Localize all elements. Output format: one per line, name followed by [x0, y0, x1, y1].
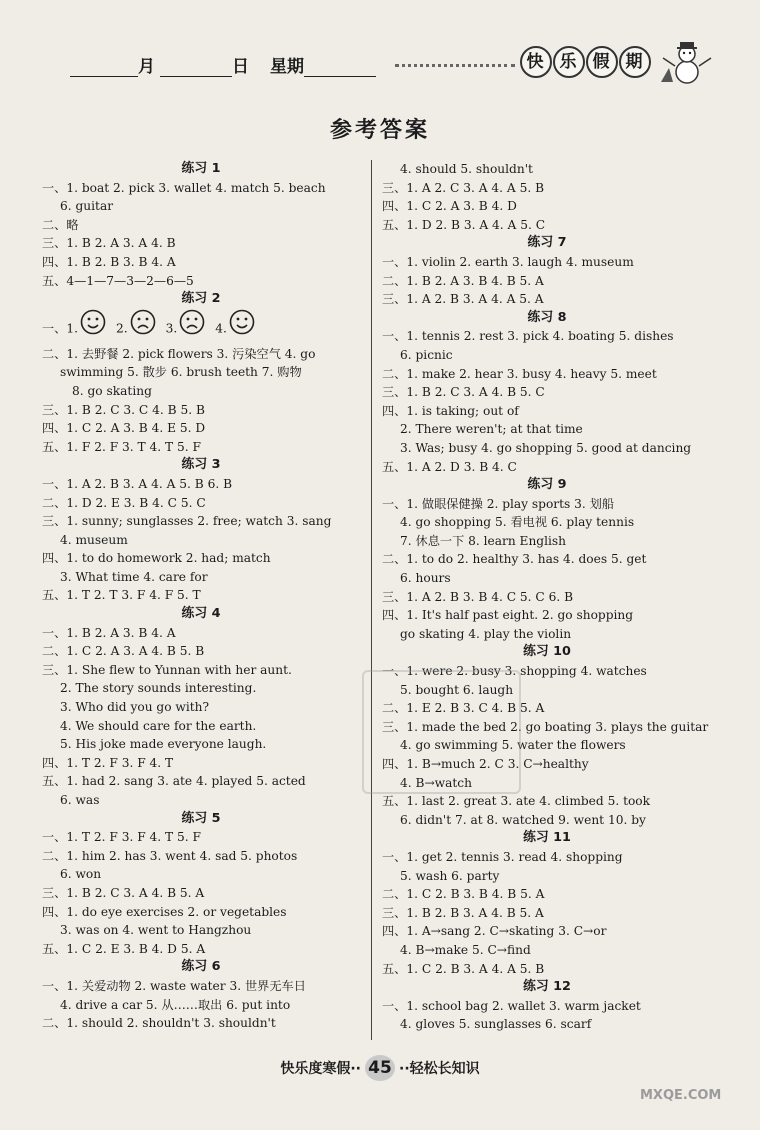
exercise-heading: 练习 5 — [181, 810, 221, 826]
answer-line: 4. gloves 5. sunglasses 6. scarf — [400, 1017, 592, 1032]
answer-line: 3. Was; busy 4. go shopping 5. good at dancing — [400, 440, 692, 455]
answer-line: 一、1. were 2. busy 3. shopping 4. watches — [382, 664, 647, 679]
answer-line: 4. drive a car 5. 从……取出 6. put into — [60, 997, 291, 1012]
answer-line: 三、1. B 2. B 3. A 4. B 5. A — [382, 905, 544, 920]
answer-line: 一、1. T 2. F 3. F 4. T 5. F — [42, 830, 202, 845]
answer-line: 五、1. F 2. F 3. T 4. T 5. F — [42, 439, 202, 454]
left-column — [42, 160, 360, 1033]
answer-line: 三、1. B 2. A 3. A 4. B — [42, 236, 176, 251]
answer-line: 6. didn't 7. at 8. watched 9. went 10. by — [400, 812, 646, 827]
date-day: 日 — [160, 52, 249, 77]
exercise-heading: 练习 1 — [181, 161, 221, 176]
answer-line: 五、1. A 2. D 3. B 4. C — [382, 459, 517, 474]
answer-line: 二、略 — [42, 217, 79, 232]
answer-line: 五、1. C 2. B 3. A 4. A 5. B — [382, 961, 545, 976]
row-prefix: 一、1. — [42, 321, 79, 336]
answer-line: 4. B→make 5. C→find — [400, 942, 531, 957]
answer-line: 四、1. C 2. A 3. B 4. D — [382, 199, 517, 214]
answer-line: 2. There weren't; at that time — [400, 422, 583, 437]
answer-line: 3. Who did you go with? — [60, 700, 210, 715]
answer-line: 一、1. violin 2. earth 3. laugh 4. museum — [382, 254, 634, 269]
answer-line: 三、1. sunny; sunglasses 2. free; watch 3. sang — [42, 514, 332, 529]
answer-line: 四、1. C 2. A 3. B 4. E 5. D — [42, 421, 206, 436]
answer-line: 五、1. last 2. great 3. ate 4. climbed 5. took — [382, 794, 651, 809]
answer-line: 二、1. B 2. A 3. B 4. B 5. A — [382, 273, 544, 288]
answer-line: 6. won — [60, 867, 102, 882]
answer-line: 3. What time 4. care for — [60, 569, 208, 584]
answer-line: 一、1. tennis 2. rest 3. pick 4. boating 5. dishes — [382, 329, 674, 344]
exercise-heading: 练习 11 — [523, 830, 571, 846]
answer-line: 四、1. to do homework 2. had; match — [42, 551, 271, 566]
footer-left-text: 快乐度寒假·· — [280, 1061, 361, 1077]
exercise-heading: 练习 6 — [181, 959, 221, 975]
answer-line: 四、1. do eye exercises 2. or vegetables — [42, 904, 287, 919]
snowman-icon — [655, 38, 715, 86]
smiley-answer-row — [42, 309, 360, 345]
answer-line: 五、1. had 2. sang 3. ate 4. played 5. acted — [42, 774, 306, 789]
answer-line: 四、1. T 2. F 3. F 4. T — [42, 755, 174, 770]
answer-line: 五、1. D 2. B 3. A 4. A 5. C — [382, 217, 546, 232]
answer-line: 二、1. should 2. shouldn't 3. shouldn't — [42, 1016, 276, 1031]
page-title: 参考答案 — [329, 117, 430, 143]
answer-line: 6. was — [60, 793, 100, 807]
happy-face-icon — [229, 309, 255, 349]
right-column — [382, 160, 712, 1034]
answer-line: 一、1. school bag 2. wallet 3. warm jacket — [382, 998, 641, 1013]
answer-line: 4. go swimming 5. water the flowers — [400, 738, 626, 753]
exercise-heading: 练习 4 — [181, 606, 221, 622]
page-number: 45 — [365, 1055, 395, 1081]
answer-line: 2. The story sounds interesting. — [60, 681, 257, 696]
exercise-heading: 练习 3 — [181, 457, 221, 473]
answer-line: 二、1. D 2. E 3. B 4. C 5. C — [42, 495, 206, 510]
exercise-heading: 练习 2 — [181, 291, 221, 307]
answer-line: 二、1. E 2. B 3. C 4. B 5. A — [382, 701, 545, 716]
exercise-heading: 练习 12 — [523, 979, 571, 995]
answer-line: 三、1. She flew to Yunnan with her aunt. — [42, 662, 292, 677]
answer-line: 五、1. C 2. E 3. B 4. D 5. A — [42, 941, 206, 956]
answer-line: 一、1. 关爱动物 2. waste water 3. 世界无车日 — [42, 978, 306, 993]
answer-line: 四、1. B→much 2. C 3. C→healthy — [382, 757, 589, 771]
answer-line: 一、1. boat 2. pick 3. wallet 4. match 5. beach — [42, 180, 326, 195]
ink-stamp — [362, 670, 521, 794]
answer-line: 一、1. get 2. tennis 3. read 4. shopping — [382, 849, 623, 864]
header-dots — [395, 64, 515, 67]
page-footer — [0, 1055, 760, 1081]
answer-line: 五、4—1—7—3—2—6—5 — [42, 273, 194, 288]
exercise-heading: 练习 7 — [527, 235, 567, 251]
sad-face-icon — [130, 309, 156, 349]
answer-line: 二、1. make 2. hear 3. busy 4. heavy 5. meet — [382, 366, 657, 381]
answer-line: 5. His joke made everyone laugh. — [60, 737, 267, 752]
happy-face-icon — [80, 309, 106, 349]
date-month: 月 — [70, 52, 155, 77]
answer-line: 6. picnic — [400, 347, 453, 362]
answer-line: 二、1. him 2. has 3. went 4. sad 5. photos — [42, 848, 298, 863]
answer-line: 二、1. C 2. B 3. B 4. B 5. A — [382, 887, 545, 902]
answer-line: 4. B→watch — [400, 775, 472, 790]
answer-line: 三、1. A 2. C 3. A 4. A 5. B — [382, 180, 545, 195]
answer-line: 四、1. B 2. B 3. B 4. A — [42, 254, 176, 269]
answer-line: 8. go skating — [72, 383, 152, 398]
answer-line: 三、1. A 2. B 3. B 4. C 5. C 6. B — [382, 589, 574, 604]
answer-line: 4. museum — [60, 532, 128, 547]
answer-line: 三、1. B 2. C 3. C 4. B 5. B — [42, 402, 205, 417]
face-label: 2. — [116, 321, 128, 336]
answer-line: 三、1. B 2. C 3. A 4. B 5. C — [382, 385, 545, 400]
answer-line: 三、1. B 2. C 3. A 4. B 5. A — [42, 885, 205, 900]
answer-line: 四、1. is taking; out of — [382, 403, 519, 418]
answer-line: 6. guitar — [60, 199, 114, 214]
face-label: 4. — [215, 321, 227, 336]
answer-line: 7. 休息一下 8. learn English — [400, 533, 567, 548]
brand-logo: 快 乐 假 期 — [520, 46, 652, 78]
exercise-heading: 练习 8 — [527, 309, 567, 325]
answer-line: 四、1. It's half past eight. 2. go shopping — [382, 608, 634, 623]
footer-right-text: ··轻松长知识 — [399, 1061, 480, 1077]
date-weekday: 星期 — [270, 52, 376, 77]
answer-line: 4. We should care for the earth. — [60, 718, 257, 733]
answer-line: 五、1. T 2. T 3. F 4. F 5. T — [42, 588, 201, 603]
exercise-heading: 练习 10 — [523, 644, 571, 660]
answer-line: go skating 4. play the violin — [400, 626, 572, 641]
answer-line: 二、1. C 2. A 3. A 4. B 5. B — [42, 644, 205, 659]
column-divider — [371, 160, 372, 1040]
exercise-heading: 练习 9 — [527, 477, 567, 493]
answer-line: 4. go shopping 5. 看电视 6. play tennis — [400, 515, 635, 530]
answer-line: 6. hours — [400, 571, 451, 586]
answer-line: 三、1. A 2. B 3. A 4. A 5. A — [382, 292, 544, 307]
answer-line: 5. wash 6. party — [400, 868, 500, 883]
answer-line: 5. bought 6. laugh — [400, 682, 514, 697]
answer-line: 一、1. B 2. A 3. B 4. A — [42, 625, 176, 640]
answer-line: 一、1. A 2. B 3. A 4. A 5. B 6. B — [42, 476, 233, 491]
answer-line: 二、1. 去野餐 2. pick flowers 3. 污染空气 4. go — [42, 346, 316, 361]
watermark: MXQE.COM — [640, 1088, 722, 1103]
face-label: 3. — [165, 321, 178, 336]
sad-face-icon — [179, 309, 205, 349]
answer-line: 三、1. made the bed 2. go boating 3. plays the guitar — [382, 719, 709, 734]
answer-line: 3. was on 4. went to Hangzhou — [60, 923, 252, 938]
answer-line: swimming 5. 散步 6. brush teeth 7. 购物 — [60, 365, 302, 380]
answer-line: 4. should 5. shouldn't — [400, 162, 533, 176]
answer-line: 四、1. A→sang 2. C→skating 3. C→or — [382, 924, 607, 939]
answer-line: 一、1. 做眼保健操 2. play sports 3. 划船 — [382, 496, 615, 511]
answer-line: 二、1. to do 2. healthy 3. has 4. does 5. get — [382, 552, 647, 567]
